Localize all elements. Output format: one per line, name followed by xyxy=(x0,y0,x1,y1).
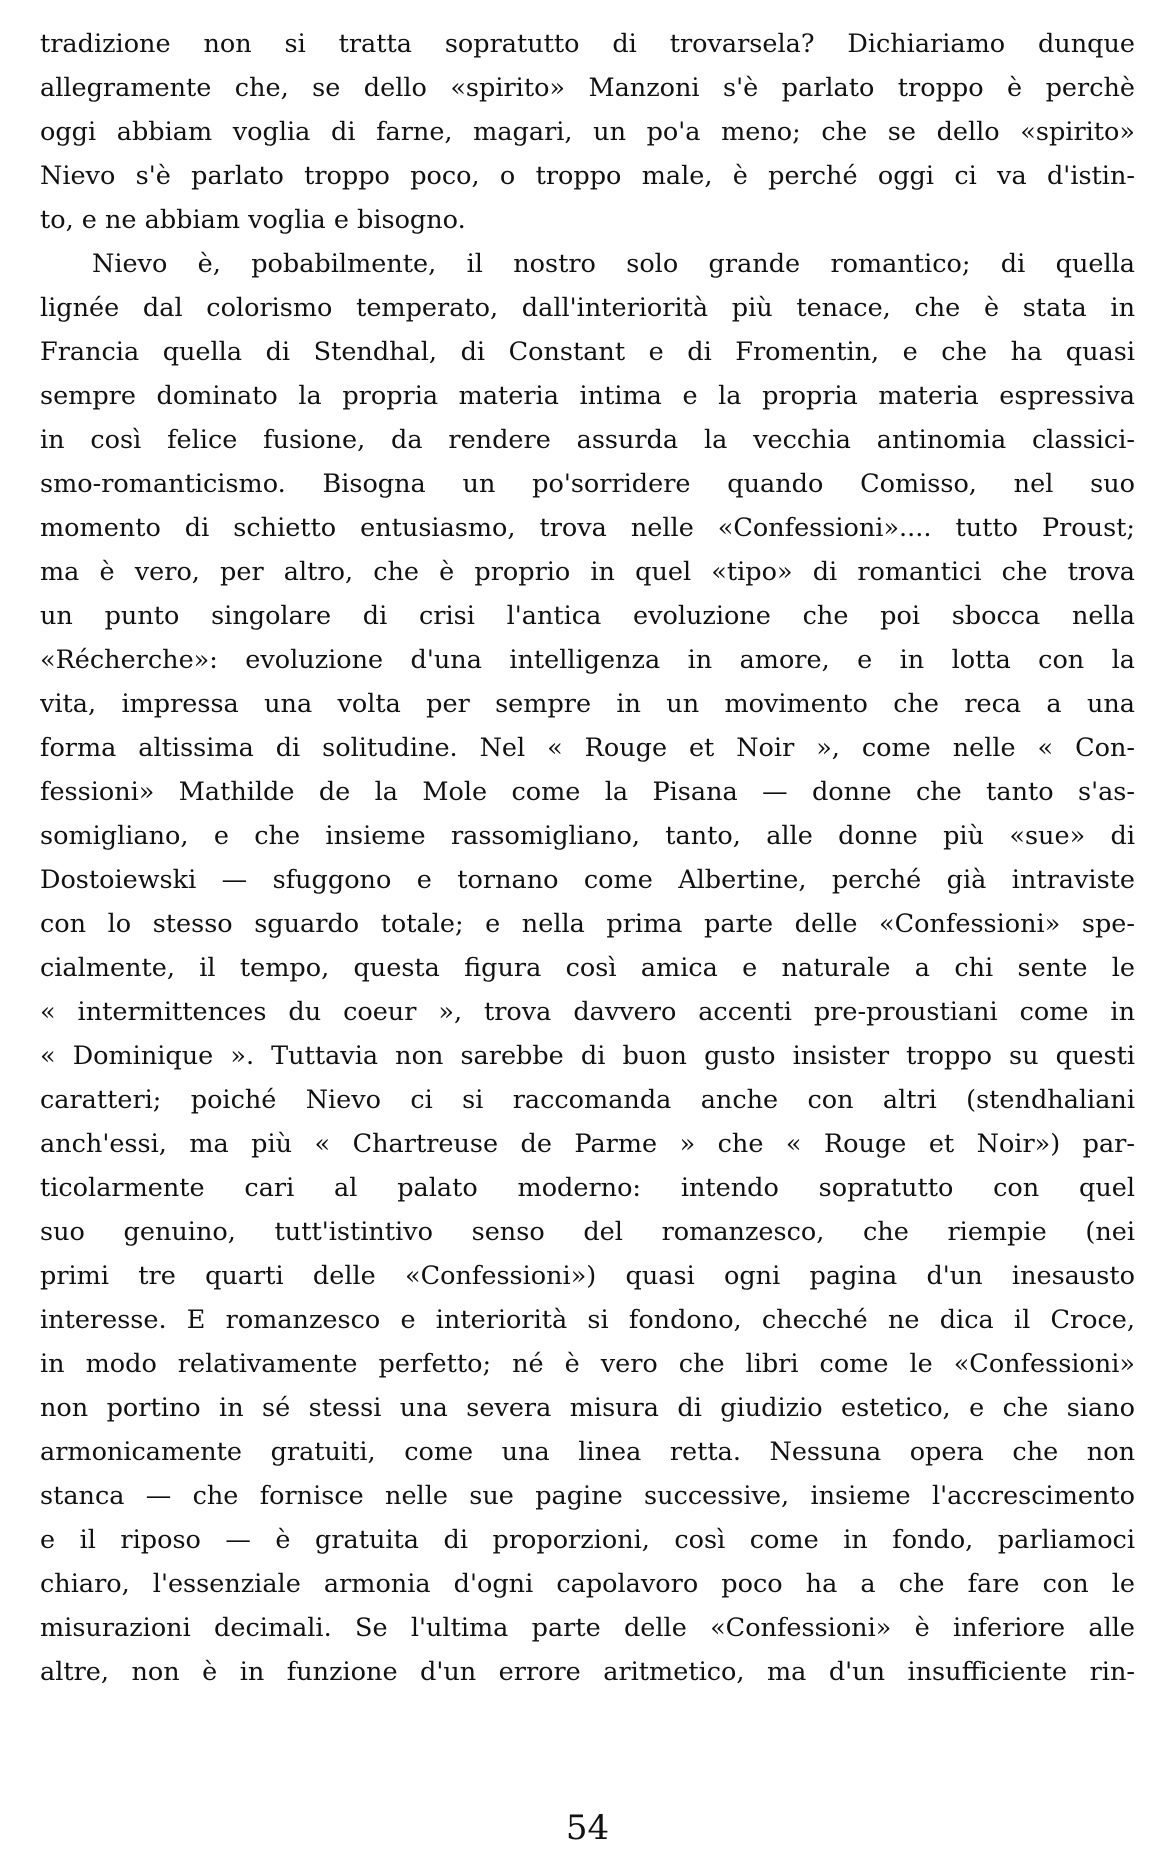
text-line: armonicamente gratuiti, come una linea retta. Nessuna opera che non xyxy=(40,1437,1135,1467)
text-line: oggi abbiam voglia di farne, magari, un po'a meno; che se dello «spirito» xyxy=(40,117,1135,147)
text-line: to, e ne abbiam voglia e bisogno. xyxy=(40,205,466,235)
paragraph-2 xyxy=(40,242,1135,1694)
text-line: caratteri; poiché Nievo ci si raccomanda anche con altri (stendhaliani xyxy=(40,1085,1135,1115)
text-line: momento di schietto entusiasmo, trova nelle «Confessioni».... tutto Proust; xyxy=(40,513,1135,543)
text-line: in modo relativamente perfetto; né è vero che libri come le «Confessioni» xyxy=(40,1349,1135,1379)
text-line: interesse. E romanzesco e interiorità si fondono, checché ne dica il Croce, xyxy=(40,1305,1135,1335)
text-line: con lo stesso sguardo totale; e nella prima parte delle «Confessioni» spe- xyxy=(40,909,1135,939)
text-line: misurazioni decimali. Se l'ultima parte delle «Confessioni» è inferiore alle xyxy=(40,1613,1135,1643)
text-line: lignée dal colorismo temperato, dall'interiorità più tenace, che è stata in xyxy=(40,293,1135,323)
text-line: primi tre quarti delle «Confessioni») quasi ogni pagina d'un inesausto xyxy=(40,1261,1135,1291)
text-line: stanca — che fornisce nelle sue pagine successive, insieme l'accrescimento xyxy=(40,1481,1135,1511)
paragraph-1 xyxy=(40,22,1135,242)
text-line: « intermittences du coeur », trova davvero accenti pre-proustiani come in xyxy=(40,997,1135,1027)
page-body xyxy=(40,22,1135,1694)
text-line: non portino in sé stessi una severa misura di giudizio estetico, e che siano xyxy=(40,1393,1135,1423)
text-line: un punto singolare di crisi l'antica evoluzione che poi sbocca nella xyxy=(40,601,1135,631)
text-line: fessioni» Mathilde de la Mole come la Pisana — donne che tanto s'as- xyxy=(40,777,1135,807)
text-line: vita, impressa una volta per sempre in un movimento che reca a una xyxy=(40,689,1135,719)
text-line: e il riposo — è gratuita di proporzioni, così come in fondo, parliamoci xyxy=(40,1525,1135,1555)
text-line: chiaro, l'essenziale armonia d'ogni capolavoro poco ha a che fare con le xyxy=(40,1569,1135,1599)
text-line: Nievo è, pobabilmente, il nostro solo grande romantico; di quella xyxy=(92,249,1135,279)
text-line: cialmente, il tempo, questa figura così amica e naturale a chi sente le xyxy=(40,953,1135,983)
text-line: forma altissima di solitudine. Nel « Rouge et Noir », come nelle « Con- xyxy=(40,733,1135,763)
text-line: somigliano, e che insieme rassomigliano, tanto, alle donne più «sue» di xyxy=(40,821,1135,851)
text-line: in così felice fusione, da rendere assurda la vecchia antinomia classici- xyxy=(40,425,1135,455)
text-line: Dostoiewski — sfuggono e tornano come Albertine, perché già intraviste xyxy=(40,865,1135,895)
text-line: Francia quella di Stendhal, di Constant e di Fromentin, e che ha quasi xyxy=(40,337,1135,367)
text-line: smo-romanticismo. Bisogna un po'sorridere quando Comisso, nel suo xyxy=(40,469,1135,499)
text-line: altre, non è in funzione d'un errore aritmetico, ma d'un insufficiente rin- xyxy=(40,1657,1135,1687)
text-line: «Récherche»: evoluzione d'una intelligenza in amore, e in lotta con la xyxy=(40,645,1135,675)
text-line: Nievo s'è parlato troppo poco, o troppo male, è perché oggi ci va d'istin- xyxy=(40,161,1135,191)
text-line: tradizione non si tratta sopratutto di trovarsela? Dichiariamo dunque xyxy=(40,29,1135,59)
text-line: suo genuino, tutt'istintivo senso del romanzesco, che riempie (nei xyxy=(40,1217,1135,1247)
page-number: 54 xyxy=(565,1808,610,1848)
text-line: sempre dominato la propria materia intima e la propria materia espressiva xyxy=(40,381,1135,411)
text-line: « Dominique ». Tuttavia non sarebbe di buon gusto insister troppo su questi xyxy=(40,1041,1135,1071)
text-line: anch'essi, ma più « Chartreuse de Parme » che « Rouge et Noir») par- xyxy=(40,1129,1135,1159)
text-line: ticolarmente cari al palato moderno: intendo sopratutto con quel xyxy=(40,1173,1135,1203)
text-line: ma è vero, per altro, che è proprio in quel «tipo» di romantici che trova xyxy=(40,557,1135,587)
text-line: allegramente che, se dello «spirito» Manzoni s'è parlato troppo è perchè xyxy=(40,73,1135,103)
